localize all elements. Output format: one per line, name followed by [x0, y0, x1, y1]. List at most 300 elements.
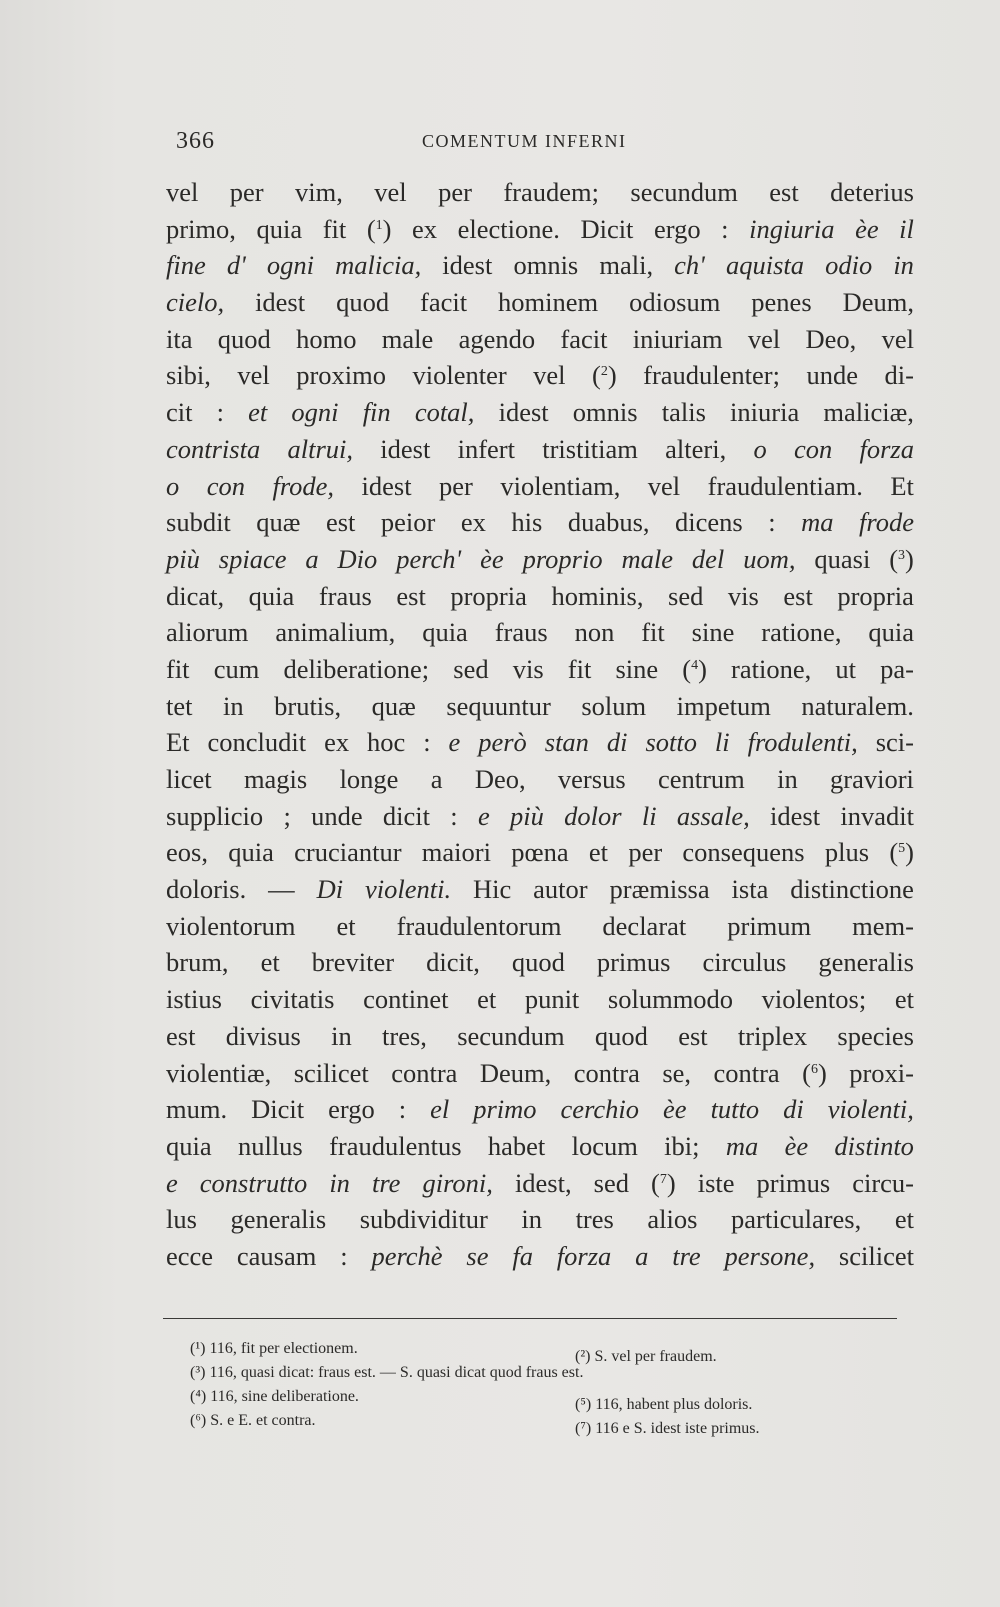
text-run: duabus, [567, 507, 650, 538]
word [166, 761, 212, 798]
text-run: longe [339, 764, 399, 794]
word [431, 761, 443, 798]
italic-quote: altrui, [287, 433, 354, 464]
text-run: consequens [682, 837, 805, 868]
text-run: Deo, [474, 764, 526, 794]
text-line [166, 651, 914, 688]
word [521, 1201, 542, 1238]
word [664, 1128, 699, 1165]
word [573, 394, 638, 431]
text-run: non [574, 617, 615, 648]
word [294, 1055, 369, 1092]
word [513, 651, 544, 688]
word [876, 724, 914, 761]
word [564, 798, 621, 835]
word [677, 688, 771, 725]
text-run: ) [817, 1057, 827, 1088]
word [214, 651, 260, 688]
text-run: dicit, [426, 947, 480, 978]
text-run: istius [166, 984, 222, 1015]
word [702, 944, 786, 981]
italic-quote: ogni [291, 397, 339, 428]
text-run: ecce [166, 1240, 214, 1271]
word [324, 724, 349, 761]
word [382, 321, 434, 358]
text-run: licet [166, 764, 212, 794]
word [166, 284, 224, 321]
word [727, 908, 811, 945]
text-run: ( [682, 653, 692, 684]
text-line [166, 798, 914, 835]
word [227, 247, 246, 284]
text-run: circulus [702, 947, 787, 978]
text-run: triplex [737, 1020, 808, 1051]
italic-quote: di [783, 1094, 804, 1125]
italic-quote: cielo, [166, 287, 225, 318]
word [261, 944, 280, 981]
word [761, 614, 841, 651]
text-run: civitatis [250, 984, 335, 1015]
italic-quote: tutto [710, 1094, 760, 1125]
text-run: autor [533, 874, 588, 905]
word [323, 211, 347, 248]
running-title: COMENTUM INFERNI [422, 131, 627, 151]
word [783, 578, 812, 615]
word [658, 761, 745, 798]
word [312, 944, 394, 981]
word [635, 1238, 648, 1275]
word [675, 504, 743, 541]
text-run: quod [594, 1020, 648, 1051]
word [568, 651, 592, 688]
text-run: idest [442, 250, 493, 281]
text-run: vel [881, 323, 914, 354]
footnote-left: (⁶) S. e E. et contra. [190, 1412, 316, 1429]
word [893, 247, 914, 284]
italic-quote: malicia, [335, 250, 422, 281]
text-run: ( [889, 543, 899, 574]
word [166, 834, 208, 871]
word [338, 541, 378, 578]
footnote-row [190, 1386, 890, 1413]
text-run: violenter [412, 360, 507, 391]
italic-quote: tre [672, 1240, 701, 1271]
italic-quote: frodulenti, [747, 727, 858, 758]
word [166, 1055, 271, 1092]
text-run: ) [905, 543, 914, 574]
word [457, 1018, 564, 1055]
word [336, 284, 389, 321]
word [413, 357, 507, 394]
text-run: alios [647, 1204, 698, 1235]
text-run: tres, [382, 1020, 427, 1051]
text-run: quia [256, 213, 303, 244]
word [166, 468, 179, 505]
italic-quote: Dio [337, 543, 378, 574]
italic-quote: se [466, 1240, 489, 1271]
word [166, 1128, 212, 1165]
word [372, 1165, 400, 1202]
text-run: deterius [830, 177, 914, 207]
text-run: ( [651, 1167, 660, 1198]
italic-quote: dolor [564, 800, 622, 831]
text-run: ergo [654, 213, 701, 244]
text-run: graviori [830, 764, 914, 794]
word [473, 1091, 536, 1128]
text-run: hominem [498, 287, 599, 318]
text-run: continet [363, 984, 449, 1015]
text-run: unde [311, 800, 363, 831]
text-run: in [223, 690, 244, 721]
word [426, 944, 480, 981]
text-run: cruciantur [294, 837, 402, 868]
text-run: unde [806, 360, 858, 391]
text-run: violentiam, [500, 470, 621, 501]
text-run: ( [889, 837, 899, 868]
word [708, 468, 863, 505]
word [731, 1201, 861, 1238]
word [837, 578, 914, 615]
text-run: in [331, 1020, 352, 1051]
text-run: sibi, [166, 360, 211, 391]
italic-quote: aquista [725, 250, 804, 281]
word [748, 724, 858, 761]
text-run: fraudulentus [329, 1130, 462, 1161]
text-run: nullus [237, 1130, 303, 1161]
word [166, 724, 190, 761]
word [551, 578, 643, 615]
text-run: doloris. [166, 874, 247, 905]
text-run: est [769, 177, 799, 207]
text-run: mum. [166, 1094, 228, 1125]
text-run: sequuntur [446, 690, 551, 721]
word [840, 798, 914, 835]
text-run: primus [596, 947, 671, 978]
text-run: iste [697, 1167, 735, 1198]
text-line [166, 211, 914, 248]
text-run: maiori [421, 837, 491, 868]
word [651, 1165, 676, 1202]
word [249, 578, 295, 615]
word [523, 541, 603, 578]
footnote-marker: 5 [898, 841, 906, 857]
text-run: est [678, 1020, 708, 1051]
text-run: subdit [166, 507, 231, 538]
word [331, 1018, 352, 1055]
italic-quote: èe [480, 543, 504, 574]
word [255, 284, 305, 321]
word [340, 761, 399, 798]
text-run: punit [524, 984, 580, 1015]
italic-quote: el [430, 1094, 450, 1125]
word [545, 724, 589, 761]
word [783, 1091, 804, 1128]
text-run: brutis, [274, 690, 342, 721]
text-run: vis [727, 580, 759, 611]
text-run: contra [573, 1057, 640, 1088]
text-run: quod [217, 323, 271, 354]
word [753, 431, 766, 468]
word [884, 357, 913, 394]
word [420, 284, 467, 321]
word [643, 357, 780, 394]
text-run: Deum, [842, 287, 914, 318]
word [692, 614, 735, 651]
word [363, 981, 448, 1018]
word [692, 541, 724, 578]
text-run: : [423, 727, 431, 758]
word [478, 798, 490, 835]
text-run: electione. [457, 213, 560, 244]
word [749, 211, 834, 248]
italic-quote: forza [556, 1240, 612, 1271]
text-run: ibi; [664, 1130, 700, 1161]
text-run: in [777, 764, 798, 794]
text-run: est [325, 507, 356, 538]
text-run: cit [166, 397, 193, 428]
text-run: ; [283, 800, 291, 831]
footnote-marker: 4 [691, 657, 699, 673]
word [438, 174, 472, 211]
footnote-left: (⁴) 116, sine deliberatione. [190, 1388, 359, 1405]
text-run: ex [412, 213, 438, 244]
word [380, 431, 430, 468]
text-run: : [721, 213, 729, 244]
word [594, 1165, 629, 1202]
text-run: primus [756, 1167, 831, 1198]
text-line [166, 468, 914, 505]
word [473, 871, 511, 908]
word [166, 1165, 178, 1202]
text-run: quasi [814, 543, 871, 574]
text-run: violentiæ, [166, 1057, 272, 1088]
text-run: ) [607, 360, 617, 391]
word [721, 211, 728, 248]
text-run: omnis [572, 397, 638, 428]
italic-quote: con [206, 470, 245, 501]
word [629, 284, 720, 321]
footnote-marker: 6 [810, 1061, 818, 1077]
text-run: quia [868, 617, 914, 648]
word [511, 834, 568, 871]
word [561, 1091, 639, 1128]
word [219, 541, 287, 578]
word [422, 1165, 492, 1202]
text-run: quia [422, 617, 468, 648]
word [166, 394, 193, 431]
text-run: subdividitur [359, 1204, 488, 1235]
word [166, 798, 263, 835]
word [725, 1238, 816, 1275]
word [453, 651, 488, 688]
footnote-right: (⁵) 116, habent plus doloris. [575, 1396, 753, 1413]
text-line [166, 394, 914, 431]
italic-quote: in [893, 250, 914, 281]
word [466, 1238, 488, 1275]
word [572, 1128, 638, 1165]
text-run: Et [166, 727, 190, 758]
footnote-right: (⁷) 116 e S. idest iste primus. [575, 1420, 760, 1437]
word [726, 247, 804, 284]
word [422, 614, 468, 651]
text-run: idest, [514, 1167, 572, 1198]
text-line [166, 1018, 914, 1055]
word [830, 174, 914, 211]
word [166, 211, 236, 248]
word [769, 174, 798, 211]
italic-quote: più [166, 543, 200, 574]
word [678, 1018, 707, 1055]
text-run: concludit [207, 727, 307, 758]
italic-quote: èe [855, 213, 879, 244]
italic-quote: li [714, 727, 730, 758]
italic-quote: stan [544, 727, 589, 758]
word [208, 724, 307, 761]
italic-quote: male [621, 543, 674, 574]
word [478, 724, 527, 761]
text-run: maliciæ, [823, 397, 914, 428]
word [238, 1128, 303, 1165]
text-run: : [768, 507, 776, 538]
word [272, 468, 334, 505]
page-number: 366 [176, 128, 215, 154]
italic-quote: tre [371, 1167, 401, 1198]
text-run: tres [575, 1204, 614, 1235]
word [367, 724, 405, 761]
word [283, 651, 429, 688]
text-run: hominis, [551, 580, 644, 611]
word [166, 944, 229, 981]
text-line [166, 541, 914, 578]
word [166, 1091, 227, 1128]
text-run: brum, [166, 947, 229, 978]
word [642, 798, 657, 835]
word [607, 724, 628, 761]
word [510, 798, 544, 835]
text-run: centrum [657, 764, 745, 794]
text-run: ita [166, 323, 193, 354]
text-run: proxi- [849, 1057, 914, 1088]
text-run: impetum [676, 690, 771, 721]
italic-quote: perch' [396, 543, 462, 574]
text-run: quæ [371, 690, 416, 721]
word [166, 357, 211, 394]
text-run: ) [905, 837, 914, 868]
word [396, 578, 425, 615]
word [628, 834, 662, 871]
text-run: fit [322, 213, 347, 244]
text-run: odiosum [629, 287, 721, 318]
text-run: primum [727, 910, 812, 941]
word [503, 174, 599, 211]
italic-quote: ma [801, 507, 834, 538]
text-line [166, 1055, 914, 1092]
word [730, 394, 799, 431]
text-run: fraudem; [503, 177, 599, 207]
text-run: idest [380, 433, 431, 464]
word [166, 871, 246, 908]
text-run: violentos; [761, 984, 867, 1015]
word [828, 1091, 914, 1128]
text-run: secundum [457, 1020, 565, 1051]
text-run: Dicit [580, 213, 634, 244]
word [381, 504, 435, 541]
word [326, 504, 355, 541]
word [383, 798, 430, 835]
text-run: quod [511, 947, 565, 978]
italic-quote: e [477, 800, 490, 831]
text-run: aliorum [166, 617, 249, 648]
word [511, 504, 542, 541]
word [595, 1018, 648, 1055]
word [397, 908, 562, 945]
text-line [166, 1091, 914, 1128]
text-run: idest [498, 397, 549, 428]
italic-quote: fine [166, 250, 206, 281]
footnote-row [190, 1362, 890, 1386]
text-line [166, 1238, 914, 1275]
word [251, 1091, 304, 1128]
text-run: contra [713, 1057, 780, 1088]
text-run: vel [747, 323, 781, 354]
word [770, 798, 820, 835]
text-run: Hic [472, 874, 512, 905]
text-line [166, 688, 914, 725]
word [291, 394, 338, 431]
word [329, 1128, 461, 1165]
word [391, 1055, 457, 1092]
word [602, 908, 686, 945]
text-run: solum [581, 690, 647, 721]
footnote-row [190, 1338, 890, 1365]
text-line [166, 578, 914, 615]
word [267, 247, 314, 284]
text-run: ratione, [761, 617, 842, 648]
text-run: sed [593, 1167, 629, 1198]
word [166, 981, 222, 1018]
word [480, 541, 504, 578]
italic-quote: fa [512, 1240, 533, 1271]
word [311, 798, 363, 835]
word [899, 211, 914, 248]
text-run: generalis [818, 947, 914, 978]
text-run: secundum [630, 177, 738, 207]
word [515, 1165, 572, 1202]
word [275, 614, 395, 651]
word [830, 761, 914, 798]
word [498, 284, 598, 321]
text-run: animalium, [275, 617, 396, 648]
italic-quote: contrista [166, 433, 261, 464]
text-run: ) [382, 213, 392, 244]
italic-quote: li [641, 800, 657, 831]
text-run: est [166, 1020, 196, 1051]
text-run: particulares, [731, 1204, 862, 1235]
text-line [166, 1165, 914, 1202]
word [630, 174, 737, 211]
text-run: vel [647, 470, 681, 501]
word [889, 834, 914, 871]
text-run: lus [166, 1204, 197, 1235]
word [839, 1238, 914, 1275]
word [340, 1238, 347, 1275]
italic-quote: forza [859, 433, 914, 464]
word [633, 321, 723, 358]
italic-quote: ma [725, 1130, 759, 1161]
text-run: Deum, [479, 1057, 552, 1088]
word [442, 247, 492, 284]
italic-quote: distinto [834, 1130, 914, 1161]
